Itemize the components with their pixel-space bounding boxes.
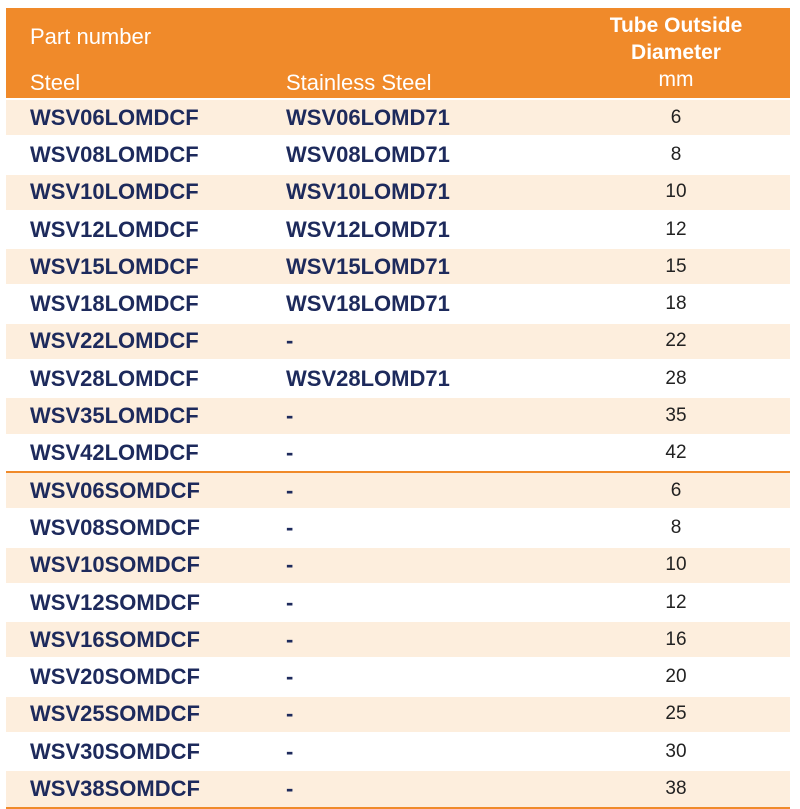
stainless-part-number: - (286, 552, 294, 578)
stainless-part-number: - (286, 664, 294, 690)
tube-diameter: 20 (665, 666, 687, 688)
steel-column-header: Steel (30, 70, 81, 95)
tube-diameter: 30 (665, 740, 687, 762)
tube-diameter: 12 (665, 591, 687, 613)
table-row (6, 508, 790, 545)
tube-diameter: 8 (670, 516, 682, 538)
steel-part-number: WSV08LOMDCF (30, 141, 199, 167)
stainless-part-number: - (286, 328, 294, 354)
table-body (6, 98, 790, 809)
stainless-part-number: WSV18LOMD71 (286, 291, 450, 317)
steel-part-number: WSV06LOMDCF (30, 104, 199, 130)
steel-part-number: WSV18LOMDCF (30, 291, 199, 317)
steel-part-number: WSV38SOMDCF (30, 775, 200, 801)
stainless-part-number: WSV15LOMD71 (286, 253, 450, 279)
tube-diameter: 6 (670, 106, 682, 128)
table-row (6, 98, 790, 135)
steel-part-number: WSV06SOMDCF (30, 477, 200, 503)
stainless-part-number: - (286, 514, 294, 540)
tube-diameter: 12 (665, 218, 687, 240)
steel-part-number: WSV15LOMDCF (30, 253, 199, 279)
tube-diameter: 18 (665, 293, 687, 315)
stainless-part-number: - (286, 403, 294, 429)
steel-part-number: WSV30SOMDCF (30, 738, 200, 764)
stainless-part-number: - (286, 738, 294, 764)
table-row (6, 769, 790, 806)
steel-part-number: WSV12LOMDCF (30, 216, 199, 242)
table-row (6, 210, 790, 247)
steel-part-number: WSV20SOMDCF (30, 664, 200, 690)
steel-part-number: WSV42LOMDCF (30, 440, 199, 466)
table-row (6, 396, 790, 433)
steel-part-number: WSV22LOMDCF (30, 328, 199, 354)
tube-diameter: 10 (665, 554, 687, 576)
tube-diameter: 15 (665, 255, 687, 277)
table-row (6, 434, 790, 471)
table-row (6, 732, 790, 769)
tube-diameter: 42 (665, 442, 687, 464)
tube-diameter: 8 (670, 143, 682, 165)
table-row (6, 695, 790, 732)
stainless-part-number: - (286, 440, 294, 466)
table-header (6, 8, 790, 98)
part-number-table (6, 8, 790, 809)
table-row (6, 135, 790, 172)
table-row (6, 284, 790, 321)
stainless-steel-column-header: Stainless Steel (286, 70, 432, 95)
stainless-part-number: WSV28LOMD71 (286, 365, 450, 391)
table-row (6, 657, 790, 694)
steel-part-number: WSV10SOMDCF (30, 552, 200, 578)
steel-part-number: WSV08SOMDCF (30, 514, 200, 540)
stainless-part-number: WSV08LOMD71 (286, 141, 450, 167)
tube-diameter: 16 (665, 628, 687, 650)
tube-diameter: 6 (670, 479, 682, 501)
steel-part-number: WSV35LOMDCF (30, 403, 199, 429)
stainless-part-number: - (286, 775, 294, 801)
table-row (6, 620, 790, 657)
part-number-heading: Part number (30, 24, 152, 49)
steel-part-number: WSV25SOMDCF (30, 701, 200, 727)
stainless-part-number: - (286, 626, 294, 652)
tube-diameter: 28 (665, 367, 687, 389)
table-row (6, 359, 790, 396)
table-row (6, 247, 790, 284)
steel-part-number: WSV28LOMDCF (30, 365, 199, 391)
tube-diameter: 38 (665, 777, 687, 799)
diameter-column-header (586, 12, 766, 93)
stainless-part-number: WSV12LOMD71 (286, 216, 450, 242)
diameter-header-line1: Tube Outside (609, 14, 743, 37)
steel-part-number: WSV12SOMDCF (30, 589, 200, 615)
tube-diameter: 35 (665, 405, 687, 427)
tube-diameter: 22 (665, 330, 687, 352)
table-row (6, 471, 790, 508)
diameter-header-line2: Diameter (631, 41, 721, 64)
stainless-part-number: - (286, 701, 294, 727)
steel-part-number: WSV10LOMDCF (30, 179, 199, 205)
stainless-part-number: - (286, 477, 294, 503)
stainless-part-number: WSV10LOMD71 (286, 179, 450, 205)
table-row (6, 322, 790, 359)
diameter-unit: mm (658, 68, 694, 91)
table-row (6, 173, 790, 210)
tube-diameter: 10 (665, 181, 687, 203)
tube-diameter: 25 (665, 703, 687, 725)
steel-part-number: WSV16SOMDCF (30, 626, 200, 652)
stainless-part-number: WSV06LOMD71 (286, 104, 450, 130)
stainless-part-number: - (286, 589, 294, 615)
table-row (6, 546, 790, 583)
table-row (6, 583, 790, 620)
